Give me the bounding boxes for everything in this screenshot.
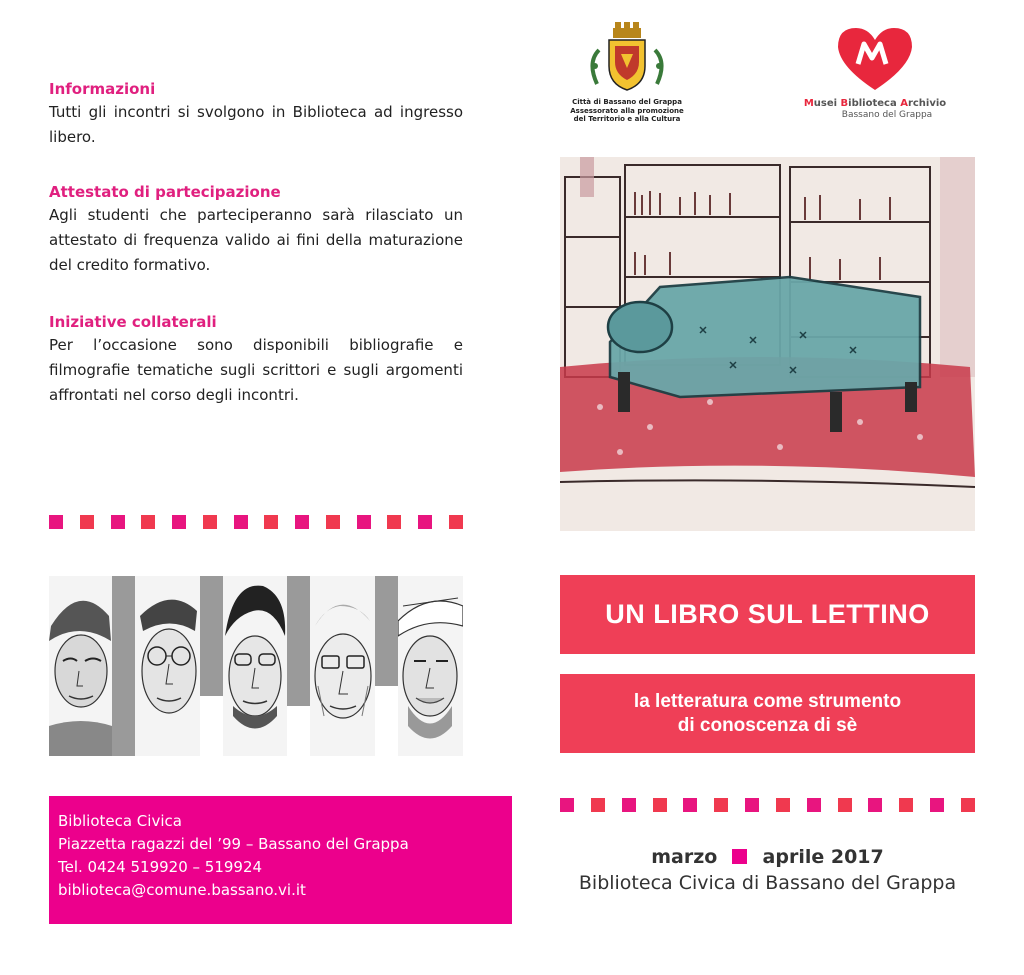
info-title: Attestato di partecipazione [49, 183, 281, 201]
info-body: Per l’occasione sono disponibili bibliografie e filmografie tematiche sugli scrittori e sugli argomenti affrontati nel corso degli incontri. [49, 336, 463, 404]
library-email[interactable]: biblioteca@comune.bassano.vi.it [58, 881, 306, 899]
gray-bar [112, 576, 135, 756]
coat-of-arms-icon [567, 22, 687, 94]
city-office-2: del Territorio e alla Cultura [573, 115, 681, 123]
info-body: Agli studenti che parteciperanno sarà rilasciato un attestato di frequenza valido ai fini della maturazione del credito formativo. [49, 206, 463, 274]
contact-box [49, 796, 512, 924]
event-subtitle-box [560, 674, 975, 753]
museum-initial: M [803, 98, 814, 109]
decorative-dots-right [560, 798, 975, 812]
event-subtitle-line1: la letteratura come strumento [633, 690, 902, 712]
library-address: Piazzetta ragazzi del ’99 – Bassano del Grappa [58, 835, 409, 853]
city-logo [567, 22, 687, 132]
event-subtitle-line2: di conoscenza di sè [677, 714, 858, 736]
date-separator-square [732, 849, 747, 864]
museum-initial: B [840, 98, 849, 109]
portrait-5 [398, 576, 463, 756]
info-section-1 [49, 80, 463, 150]
info-section-3 [49, 313, 463, 408]
museum-name-part: usei [813, 98, 841, 109]
event-venue: Biblioteca Civica di Bassano del Grappa [578, 872, 957, 894]
info-title: Informazioni [49, 80, 156, 98]
portrait-3 [223, 576, 287, 756]
museum-initial: A [900, 98, 908, 109]
portrait-4 [310, 576, 375, 756]
city-name: Città di Bassano del Grappa [572, 98, 682, 106]
gray-bar [287, 576, 310, 706]
couch-illustration [560, 157, 975, 531]
portrait-2 [135, 576, 200, 756]
museum-logo [800, 22, 950, 127]
library-name: Biblioteca Civica [58, 812, 182, 830]
gray-bar [375, 576, 398, 686]
portrait-1 [49, 576, 112, 756]
date-from: marzo [651, 846, 718, 868]
event-title: UN LIBRO SUL LETTINO [605, 599, 930, 629]
event-dates [560, 846, 975, 868]
library-phone: Tel. 0424 519920 – 519924 [58, 858, 263, 876]
date-to: aprile 2017 [762, 846, 884, 868]
info-section-2 [49, 183, 463, 278]
decorative-dots-left [49, 515, 463, 529]
event-title-box [560, 575, 975, 654]
info-body: Tutti gli incontri si svolgono in Biblioteca ad ingresso libero. [49, 103, 463, 146]
museum-subtitle: Bassano del Grappa [841, 110, 933, 120]
gray-bar [200, 576, 223, 696]
museum-name-part: rchivio [907, 98, 947, 109]
museum-heart-logo-icon [800, 22, 950, 94]
museum-name-part: iblioteca [848, 98, 901, 109]
city-office: Assessorato alla promozione [570, 106, 684, 115]
info-title: Iniziative collaterali [49, 313, 217, 331]
